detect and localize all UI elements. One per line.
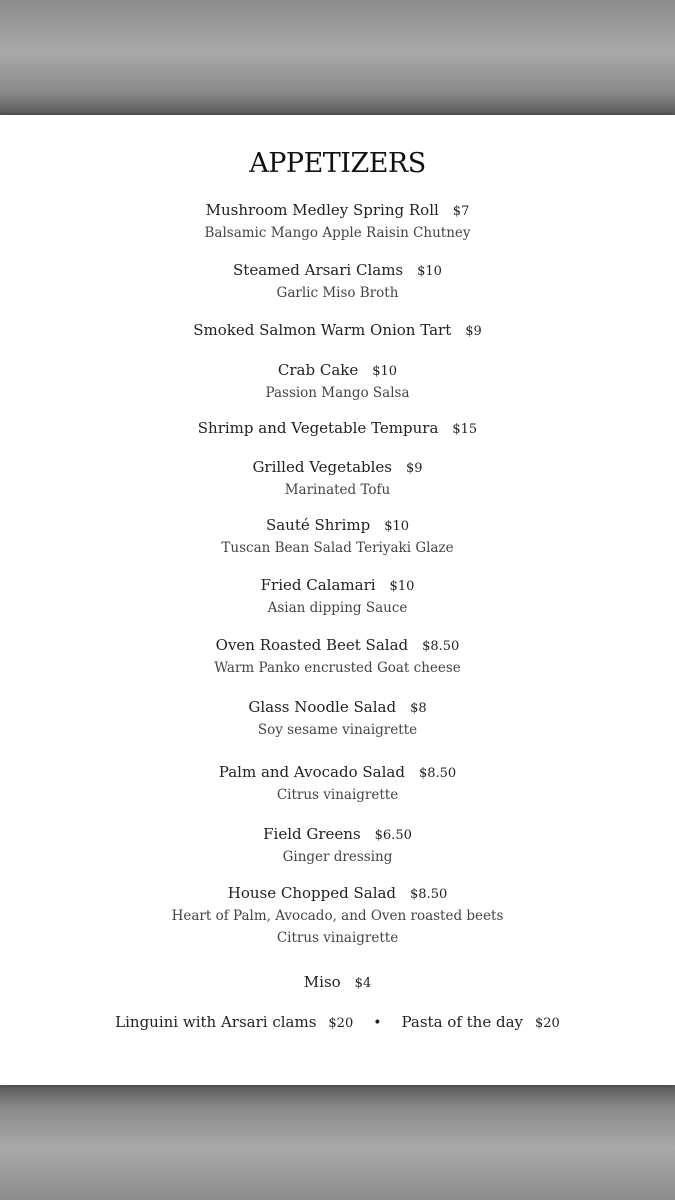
menu-item-name: Shrimp and Vegetable Tempura	[197, 419, 439, 437]
menu-item-price: $10	[389, 579, 415, 594]
menu-item-name: Palm and Avocado Salad	[218, 763, 405, 781]
menu-item-title-line	[0, 883, 675, 905]
menu-item-price: $7	[452, 204, 470, 219]
footer-item-left-price: $20	[328, 1016, 354, 1031]
menu-item-price: $10	[384, 519, 410, 534]
menu-item-name: Miso	[303, 973, 341, 991]
menu-item	[0, 360, 675, 404]
menu-item-price: $4	[354, 976, 372, 991]
background-top	[0, 0, 675, 115]
menu-title: APPETIZERS	[249, 148, 426, 179]
menu-item-description: Asian dipping Sauce	[267, 600, 408, 616]
menu-item-description: Passion Mango Salsa	[265, 385, 410, 401]
menu-item	[0, 575, 675, 619]
menu-item-description: Citrus vinaigrette	[276, 930, 399, 946]
menu-item-price: $8.50	[410, 887, 448, 902]
menu-item	[0, 515, 675, 559]
menu-item-name: Mushroom Medley Spring Roll	[205, 201, 439, 219]
menu-item-description: Marinated Tofu	[284, 482, 391, 498]
menu-item-title-line	[0, 575, 675, 597]
menu-item-title-line	[0, 457, 675, 479]
menu-item-name: Oven Roasted Beet Salad	[215, 636, 409, 654]
menu-item-title-line	[0, 320, 675, 342]
menu-item-description: Tuscan Bean Salad Teriyaki Glaze	[221, 540, 454, 556]
menu-item-description: Citrus vinaigrette	[276, 787, 399, 803]
menu-item-title-line	[0, 360, 675, 382]
menu-item-price: $8.50	[422, 639, 460, 654]
menu-item-name: Smoked Salmon Warm Onion Tart	[193, 321, 452, 339]
menu-item-price: $8.50	[418, 766, 457, 781]
menu-item-name: Crab Cake	[277, 361, 359, 379]
menu-item	[0, 320, 675, 342]
menu-item-price: $9	[465, 324, 482, 339]
footer-item-right-price: $20	[535, 1016, 560, 1031]
menu-item-title-line	[0, 515, 675, 537]
menu-item-title-line	[0, 200, 675, 222]
menu-item-title-line	[0, 418, 675, 440]
menu-item	[0, 200, 675, 244]
menu-item-title-line	[0, 762, 675, 784]
menu-item	[0, 697, 675, 741]
menu-item-price: $6.50	[374, 828, 412, 843]
menu-item-description: Balsamic Mango Apple Raisin Chutney	[204, 225, 471, 241]
menu-item-title-line	[0, 697, 675, 719]
menu-item-price: $9	[406, 461, 423, 476]
menu-item-name: Grilled Vegetables	[252, 458, 392, 476]
menu-item-price: $10	[372, 364, 398, 379]
menu-item-title-line	[0, 260, 675, 282]
menu-item	[0, 883, 675, 949]
menu-item-name: House Chopped Salad	[227, 884, 397, 902]
menu-item-name: Field Greens	[263, 825, 361, 843]
menu-item-title-line	[0, 972, 675, 994]
menu-item-title-line	[0, 635, 675, 657]
menu-item	[0, 824, 675, 868]
footer-item-left-name: Linguini with Arsari clams	[115, 1013, 317, 1031]
menu-item	[0, 635, 675, 679]
menu-item-description: Garlic Miso Broth	[276, 285, 399, 301]
menu-item	[0, 457, 675, 501]
menu-item-description: Ginger dressing	[282, 849, 393, 865]
menu-item-price: $15	[452, 422, 478, 437]
menu-item	[0, 418, 675, 440]
footer-separator: •	[373, 1015, 382, 1031]
menu-item-price: $10	[417, 264, 442, 279]
footer-item-right-name: Pasta of the day	[401, 1013, 524, 1031]
menu-page	[0, 115, 675, 1085]
menu-item-name: Glass Noodle Salad	[248, 698, 397, 716]
menu-item-title-line	[0, 824, 675, 846]
menu-footer	[0, 1013, 675, 1031]
menu-item-name: Steamed Arsari Clams	[233, 261, 404, 279]
menu-item-description: Warm Panko encrusted Goat cheese	[214, 660, 461, 676]
menu-item	[0, 260, 675, 304]
menu-item-description: Heart of Palm, Avocado, and Oven roasted beets	[171, 908, 504, 924]
menu-item	[0, 972, 675, 994]
menu-item-name: Fried Calamari	[260, 576, 376, 594]
menu-item-name: Sauté Shrimp	[265, 516, 371, 534]
background-bottom	[0, 1085, 675, 1200]
menu-item-description: Soy sesame vinaigrette	[257, 722, 418, 738]
menu-item-price: $8	[410, 701, 427, 716]
menu-item	[0, 762, 675, 806]
